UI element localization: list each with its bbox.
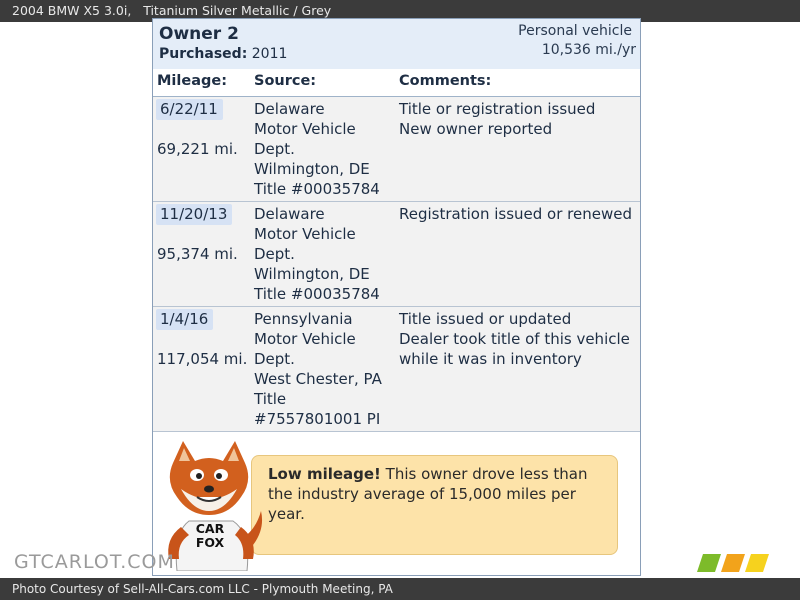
record-mileage: 117,054 mi. (157, 350, 248, 368)
source-line: Wilmington, DE (254, 160, 370, 178)
bottom-caption-bar (0, 578, 800, 600)
record-date: 1/4/16 (156, 309, 213, 330)
purchased-label: Purchased: (159, 46, 248, 62)
low-mileage-callout (251, 455, 618, 555)
fox-shirt-line: CAR (195, 521, 225, 536)
purchased-value: 2011 (251, 46, 288, 62)
source-line: West Chester, PA (254, 370, 382, 388)
car-fox-mascot-icon (159, 441, 269, 571)
source-header: Source: (254, 73, 317, 89)
stripes-logo-icon (697, 554, 772, 572)
record-date: 6/22/11 (156, 99, 223, 120)
mileage-header: Mileage: (157, 73, 228, 89)
miles-per-year: 10,536 mi./yr (541, 42, 636, 58)
record-source (254, 204, 380, 304)
callout-text: This owner drove less than the industry average of 15,000 miles per year. (268, 465, 588, 523)
record-row (153, 307, 640, 432)
source-line: Dept. (254, 140, 295, 158)
comment-line: Title issued or updated (399, 310, 572, 328)
watermark-logo: GTCARLOT.COM (14, 551, 175, 573)
record-source (254, 309, 382, 429)
record-comment (399, 309, 630, 369)
comments-header: Comments: (399, 73, 492, 89)
top-caption: 2004 BMW X5 3.0i, Titanium Silver Metallic / Grey (12, 3, 332, 18)
record-row (153, 202, 640, 307)
purchased-line (159, 46, 287, 62)
source-line: Motor Vehicle (254, 225, 356, 243)
record-date: 11/20/13 (156, 204, 232, 225)
source-line: Delaware (254, 100, 325, 118)
record-row (153, 97, 640, 202)
comment-line: New owner reported (399, 120, 553, 138)
source-line: Delaware (254, 205, 325, 223)
mileage-callout-section (153, 433, 640, 575)
source-line: Pennsylvania (254, 310, 353, 328)
comment-line: Title or registration issued (399, 100, 596, 118)
source-line: Title #00035784 (254, 180, 380, 198)
record-comment (399, 204, 632, 224)
comment-line: while it was in inventory (399, 350, 582, 368)
vehicle-type: Personal vehicle (518, 23, 632, 39)
owner-title: Owner 2 (159, 24, 239, 44)
fox-shirt-line: FOX (195, 535, 225, 550)
source-line: Wilmington, DE (254, 265, 370, 283)
comment-line: Dealer took title of this vehicle (399, 330, 630, 348)
column-headers (153, 69, 640, 97)
source-line: Motor Vehicle (254, 330, 356, 348)
source-line: Dept. (254, 245, 295, 263)
record-mileage: 95,374 mi. (157, 245, 238, 263)
source-line: #7557801001 PI (254, 410, 381, 428)
photo-credit: Photo Courtesy of Sell-All-Cars.com LLC - Plymouth Meeting, PA (12, 582, 393, 596)
owner-header (153, 19, 640, 70)
record-source (254, 99, 380, 199)
source-line: Title (254, 390, 287, 408)
record-comment (399, 99, 595, 139)
callout-message (268, 464, 613, 524)
source-line: Dept. (254, 350, 295, 368)
callout-bold: Low mileage! (268, 465, 381, 483)
source-line: Motor Vehicle (254, 120, 356, 138)
comment-line: Registration issued or renewed (399, 205, 632, 223)
record-mileage: 69,221 mi. (157, 140, 238, 158)
history-report (152, 18, 641, 576)
fox-shirt-text (185, 522, 235, 550)
source-line: Title #00035784 (254, 285, 380, 303)
